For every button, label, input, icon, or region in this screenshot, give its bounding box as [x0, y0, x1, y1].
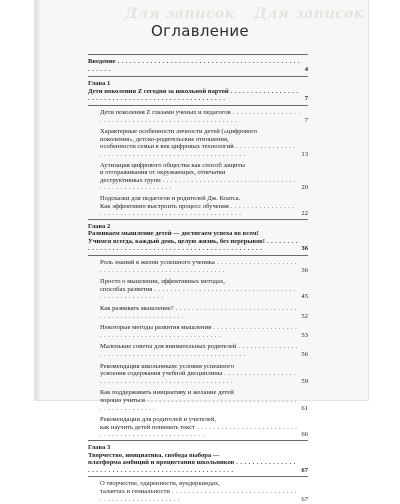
toc-entry-intro — [88, 55, 308, 76]
watermark — [111, 6, 364, 22]
chapter-title: Дети поколения Z сегодня за школьной партой . . . 7 — [88, 88, 308, 105]
toc-section: О творчестве, одаренности, вундеркиндах, талантах и гениальности . . . 67 — [88, 477, 308, 504]
toc-section: Просто о мышлении, эффективных методах, способах развития . . . 45 — [88, 275, 308, 302]
page-spine-shadow — [35, 0, 41, 400]
chapter-page: 7 — [304, 95, 308, 103]
section-page: 52 — [301, 312, 308, 320]
table-of-contents — [88, 54, 308, 504]
toc-section: Рекомендации для родителей и учителей, как научить детей понимать текст . . . 66 — [88, 413, 308, 440]
toc-entry-page: 4 — [304, 65, 308, 73]
toc-section: Маленькие советы для внимательных родителей . . . 56 — [88, 340, 308, 359]
section-page: 59 — [301, 377, 308, 385]
section-page: 61 — [301, 404, 308, 412]
section-page: 22 — [301, 210, 308, 218]
page-title: Оглавление — [151, 22, 249, 40]
chapter-label: Глава 3 — [88, 443, 111, 451]
section-page: 36 — [301, 266, 308, 274]
toc-section: Характерные особенности личности детей («цифрового поколения», детско-родительские отношения, особенности семьи в век цифровых технологий . . . 13 — [88, 125, 308, 158]
chapter-title: Творчество, инициатива, свобода выбора — платформа амбиций и процветания школьников . . . 67 — [88, 452, 308, 477]
chapter-label: Глава 2 — [88, 222, 111, 230]
section-page: 56 — [301, 351, 308, 358]
chapter-label: Глава 1 — [88, 80, 111, 88]
toc-section: Подсказки для педагогов и родителей Дж. Коатса. Как эффективно выстроить процесс обучения . . . 22 — [88, 192, 308, 219]
section-page: 53 — [301, 331, 308, 339]
toc-entry-title: Введение . . . — [88, 58, 302, 73]
watermark-text-2: Для записок — [254, 6, 364, 22]
section-page: 7 — [304, 116, 308, 124]
toc-section: Некоторые методы развития мышления . . . 53 — [88, 321, 308, 340]
section-page: 66 — [301, 431, 308, 439]
section-page: 45 — [301, 293, 308, 301]
toc-section: Как поддерживать инициативу и желание детей хорошо учиться . . . 61 — [88, 386, 308, 413]
toc-section: Роль знаний в жизни успешного ученика . . . 36 — [88, 256, 308, 275]
chapter-title: Развиваем мышление детей — достигаем успеха во всем! Учимся всегда, каждый день, целую жизнь, без перерывов! . . . 36 — [88, 230, 308, 255]
section-page: 13 — [301, 150, 308, 158]
watermark-text-1: Для записок — [124, 6, 235, 22]
toc-section: Как развивать мышление? . . . 52 — [88, 302, 308, 321]
chapter-page: 67 — [301, 466, 308, 474]
toc-section: Дети поколения Z глазами ученых и педагогов . . . 7 — [88, 106, 308, 125]
toc-section: Рекомендация школьникам: условия успешного усвоения содержания учебной дисциплины . . . 59 — [88, 360, 308, 387]
chapter-page: 36 — [301, 245, 308, 253]
toc-section: Аутизация цифрового общества как способ защиты и отгораживания от окружающих, отпечатки деструктивных групп . . . 20 — [88, 159, 308, 192]
section-page: 20 — [301, 184, 308, 192]
section-page: 67 — [301, 495, 308, 503]
